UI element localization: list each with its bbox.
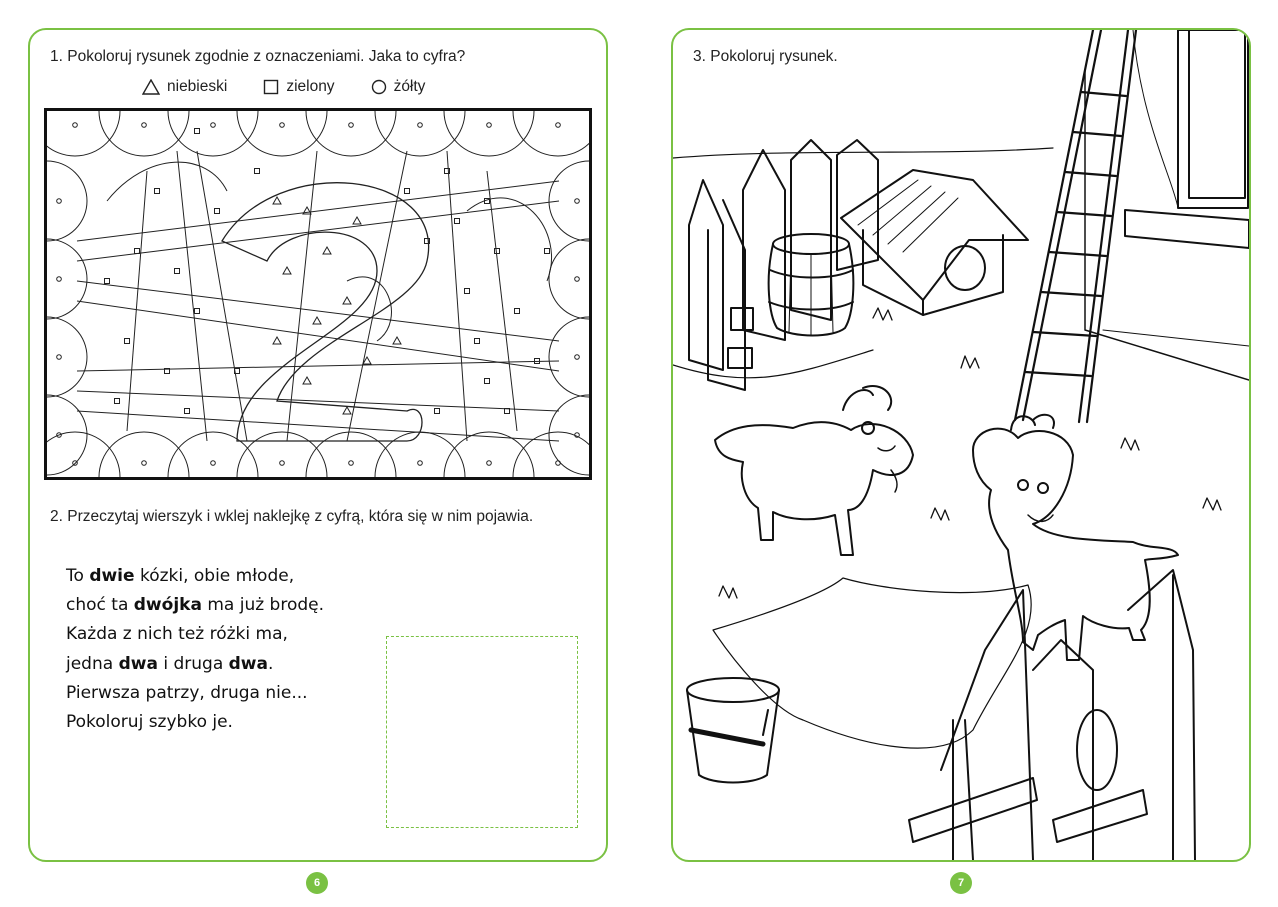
back-fence: [673, 140, 878, 390]
color-legend: [142, 78, 425, 96]
left-page: [28, 28, 608, 862]
legend-circle-label: żółty: [393, 78, 426, 95]
poem-line-4: jedna dwa i druga dwa.: [66, 653, 274, 674]
right-page: [671, 28, 1251, 862]
legend-square-label: zielony: [286, 78, 335, 95]
house-wall: [1085, 30, 1249, 380]
grass-tufts: [719, 308, 1221, 598]
mosaic-drawing: [47, 111, 589, 477]
poem-line-5: Pierwsza patrzy, druga nie...: [66, 682, 308, 703]
square-icon: [263, 79, 279, 95]
task-2-instruction: 2. Przeczytaj wierszyk i wklej naklejkę z cyfrą, która się w nim pojawia.: [50, 508, 534, 525]
goat-right: [973, 415, 1178, 660]
barrel: [769, 234, 854, 336]
triangle-icon: [142, 79, 160, 95]
goat-left: [715, 386, 913, 555]
page-number-left: 6: [306, 872, 328, 894]
poem-line-2: choć ta dwójka ma już brodę.: [66, 595, 325, 616]
front-fence: [909, 570, 1195, 860]
puddle: [713, 578, 1031, 748]
color-by-shape-mosaic[interactable]: [44, 108, 592, 480]
page-number-right: 7: [950, 872, 972, 894]
legend-circle: [371, 78, 426, 96]
circle-icon: [371, 79, 387, 95]
poem-line-3: Każda z nich też różki ma,: [66, 624, 288, 645]
doghouse: [841, 170, 1028, 315]
farm-coloring-scene[interactable]: [673, 30, 1249, 860]
task-3-instruction: 3. Pokoloruj rysunek.: [693, 48, 838, 65]
legend-square: [263, 78, 334, 96]
legend-triangle: [142, 78, 227, 96]
task-1-instruction: 1. Pokoloruj rysunek zgodnie z oznaczeniami. Jaka to cyfra?: [50, 48, 466, 65]
sticker-placeholder[interactable]: [386, 636, 578, 828]
poem-line-6: Pokoloruj szybko je.: [66, 712, 233, 733]
poem-line-1: To dwie kózki, obie młode,: [66, 566, 295, 586]
poem: [66, 562, 324, 737]
ladder: [1015, 30, 1136, 422]
legend-triangle-label: niebieski: [167, 78, 228, 95]
